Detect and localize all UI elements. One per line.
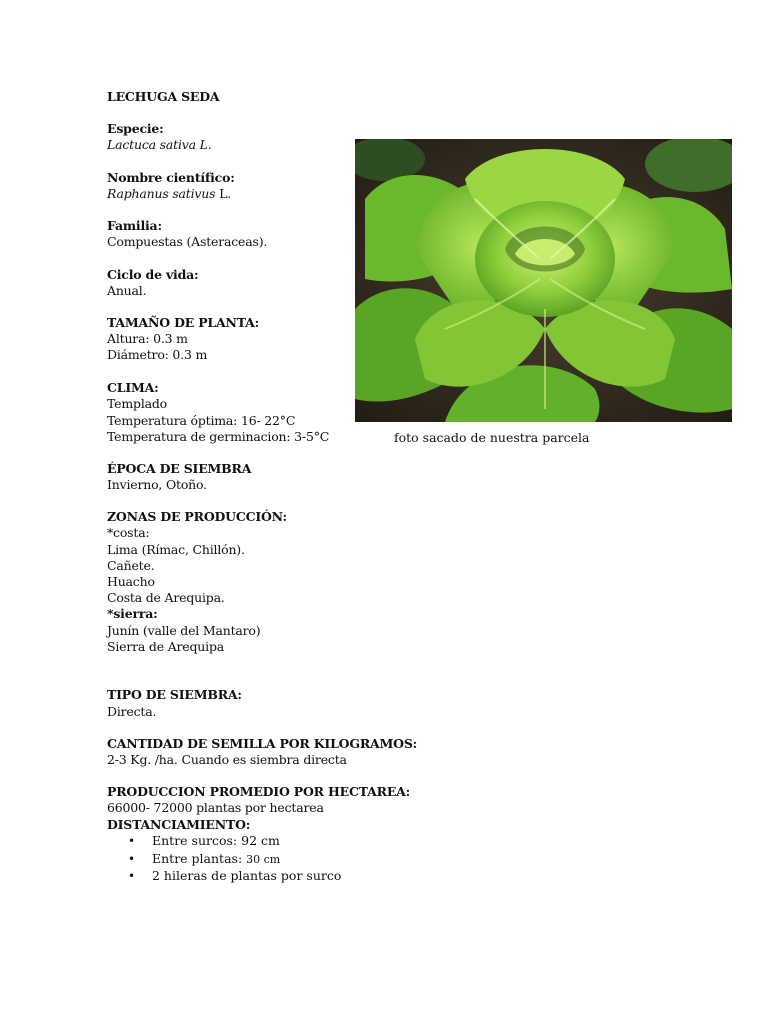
bullet-icon: • xyxy=(128,852,136,866)
sierra-label: *sierra: xyxy=(107,606,158,621)
bullet-icon: • xyxy=(128,834,136,848)
bullet-text: Entre plantas: xyxy=(152,851,247,866)
especie-label: Especie: xyxy=(107,121,164,136)
nombre-value-italic: Raphanus sativus xyxy=(107,186,216,201)
costa-label: *costa: xyxy=(107,525,150,540)
epoca-value: Invierno, Otoño. xyxy=(107,477,207,492)
doc-title: LECHUGA SEDA xyxy=(107,89,220,104)
lettuce-photo xyxy=(355,139,732,422)
familia-value: Compuestas (Asteraceas). xyxy=(107,234,268,249)
especie-value: Lactuca sativa L. xyxy=(107,137,212,152)
bullet-text-small: 30 cm xyxy=(246,853,281,866)
costa-item: Huacho xyxy=(107,574,155,589)
clima-label: CLIMA: xyxy=(107,380,159,395)
tamano-label: TAMAÑO DE PLANTA: xyxy=(107,315,260,330)
epoca-label: ÉPOCA DE SIEMBRA xyxy=(107,461,252,476)
clima-line-3: Temperatura de germinacion: 3-5°C xyxy=(107,429,330,444)
ciclo-value: Anual. xyxy=(107,283,147,298)
nombre-label: Nombre científico: xyxy=(107,170,235,185)
diametro-value: Diámetro: 0.3 m xyxy=(107,347,208,362)
cantidad-value: 2-3 Kg. /ha. Cuando es siembra directa xyxy=(107,752,347,767)
nombre-value xyxy=(107,186,231,202)
list-item xyxy=(128,833,280,849)
cantidad-label: CANTIDAD DE SEMILLA POR KILOGRAMOS: xyxy=(107,736,418,751)
photo-caption: foto sacado de nuestra parcela xyxy=(394,430,590,445)
bullet-text: 2 hileras de plantas por surco xyxy=(152,868,342,883)
costa-item: Lima (Rímac, Chillón). xyxy=(107,542,245,557)
costa-item: Costa de Arequipa. xyxy=(107,590,225,605)
familia-label: Familia: xyxy=(107,218,162,233)
clima-line-2: Temperatura óptima: 16- 22°C xyxy=(107,413,296,428)
distanciamiento-label: DISTANCIAMIENTO: xyxy=(107,817,251,832)
sierra-item: Sierra de Arequipa xyxy=(107,639,225,654)
tipo-label: TIPO DE SIEMBRA: xyxy=(107,687,242,702)
ciclo-label: Ciclo de vida: xyxy=(107,267,199,282)
costa-item: Cañete. xyxy=(107,558,155,573)
bullet-text: Entre surcos: 92 cm xyxy=(152,833,280,848)
lettuce-illustration xyxy=(355,139,732,422)
sierra-item: Junín (valle del Mantaro) xyxy=(107,623,261,638)
list-item xyxy=(128,868,341,884)
produccion-value: 66000- 72000 plantas por hectarea xyxy=(107,800,324,815)
bullet-icon: • xyxy=(128,869,136,883)
altura-value: Altura: 0.3 m xyxy=(107,331,188,346)
nombre-value-suffix: L. xyxy=(215,186,232,201)
tipo-value: Directa. xyxy=(107,704,157,719)
list-item xyxy=(128,851,280,868)
produccion-label: PRODUCCION PROMEDIO POR HECTAREA: xyxy=(107,784,411,799)
zonas-label: ZONAS DE PRODUCCIÓN: xyxy=(107,509,287,524)
clima-line-1: Templado xyxy=(107,396,167,411)
